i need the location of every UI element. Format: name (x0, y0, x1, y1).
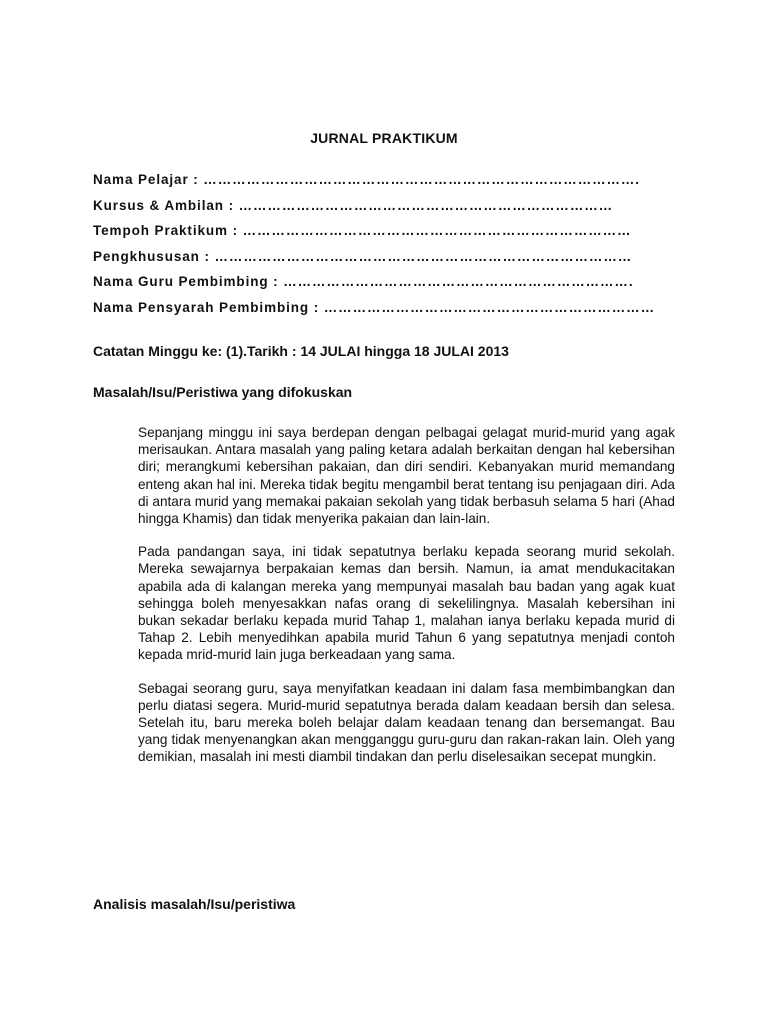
focus-heading: Masalah/Isu/Peristiwa yang difokuskan (93, 384, 353, 400)
document-title: JURNAL PRAKTIKUM (310, 130, 458, 146)
analysis-heading: Analisis masalah/Isu/peristiwa (93, 896, 296, 912)
week-note: Catatan Minggu ke: (1).Tarikh : 14 JULAI hingga 18 JULAI 2013 (93, 343, 509, 359)
paragraph: Sebagai seorang guru, saya menyifatkan keadaan ini dalam fasa membimbangkan dan perlu diatasi segera. Murid-murid sepatutnya berada dalam keadaan bersih dan selesa. Setelah itu, baru mereka boleh belajar dalam keadaan tenang dan bersemangat. Bau yang tidak menyenangkan akan mengganggu guru-guru dan rakan-rakan lain. Oleh yang demikian, masalah ini mesti diambil tindakan dan perlu diselesaikan secepat mungkin. (138, 680, 675, 765)
field-kursus-ambilan: Kursus & Ambilan : …………………………………………………………………… (93, 197, 614, 213)
field-nama-guru-pembimbing: Nama Guru Pembimbing : ………………………………………………………………. (93, 274, 634, 289)
field-pengkhususan: Pengkhususan : …………………………………………………………………………… (93, 248, 633, 264)
student-info-fields (93, 172, 693, 325)
paragraph: Pada pandangan saya, ini tidak sepatutnya berlaku kepada seorang murid sekolah. Mereka sewajarnya berpakaian kemas dan bersih. Namun, ia amat mendukacitakan apabila ada di kalangan mereka yang mempunyai masalah bau badan yang agak kuat sehingga boleh menyesakkan nafas orang di sekelilingnya. Masalah kebersihan ini bukan sekadar berlaku kepada murid Tahap 1, malahan ianya berlaku kepada murid di Tahap 2. Lebih menyedihkan apabila murid Tahun 6 yang sepatutnya menjadi contoh kepada mrid-murid lain juga berkeadaan yang sama. (138, 544, 675, 663)
focus-body (138, 424, 675, 782)
field-nama-pensyarah-pembimbing: Nama Pensyarah Pembimbing : …………………………………………………………… (93, 299, 655, 315)
field-tempoh-praktikum: Tempoh Praktikum : ……………………………………………………………………… (93, 223, 632, 238)
field-nama-pelajar: Nama Pelajar : ………………………………………………………………………………. (93, 172, 640, 187)
paragraph: Sepanjang minggu ini saya berdepan dengan pelbagai gelagat murid-murid yang agak merisaukan. Antara masalah yang paling ketara adalah berkaitan dengan hal kebersihan diri; merangkumi kebersihan pakaian, dan diri sendiri. Kebanyakan murid memandang enteng akan hal ini. Mereka tidak begitu mengambil berat tentang isu penjagaan diri. Ada di antara murid yang memakai pakaian sekolah yang tidak berbasuh selama 5 hari (Ahad hingga Khamis) dan tidak menyerika pakaian dan lain-lain. (138, 425, 675, 527)
